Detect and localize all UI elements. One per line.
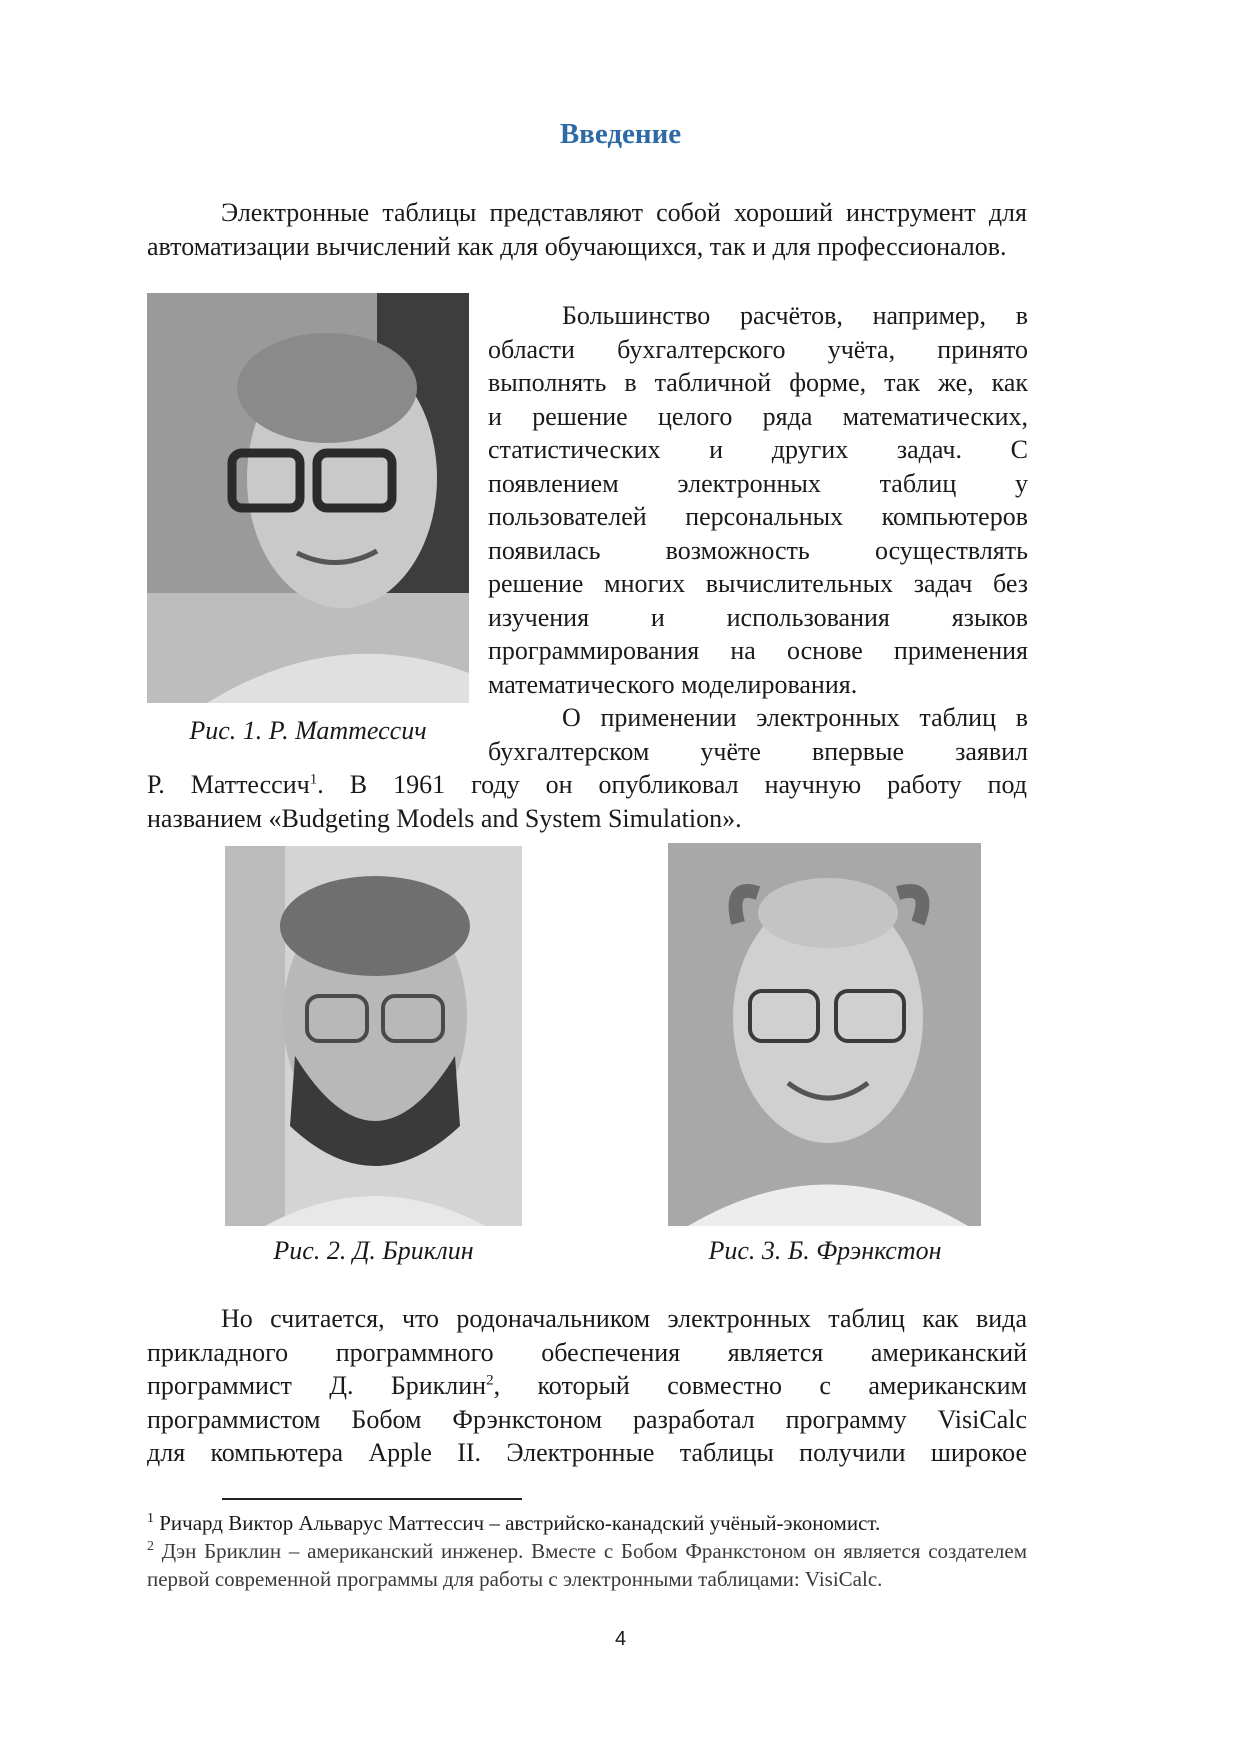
footnote-ref-1[interactable]: 1 xyxy=(309,771,318,788)
text-line xyxy=(147,768,1027,802)
portrait-bricklin-image xyxy=(225,846,522,1226)
text-line: появлением электронных таблиц у xyxy=(488,468,1028,498)
body-paragraph-4 xyxy=(147,1302,1027,1470)
figure-1-photo xyxy=(147,293,469,703)
text-line: Но считается, что родоначальником электронных таблиц как вида xyxy=(221,1304,1027,1333)
body-paragraph-3-tail xyxy=(147,768,1027,835)
footnote-text: Ричард Виктор Альварус Маттессич – австрийско-канадский учёный-экономист. xyxy=(159,1511,881,1535)
footnote-separator xyxy=(222,1498,522,1500)
figure-3-caption: Рис. 3. Б. Фрэнкстон xyxy=(708,1236,942,1265)
text-line: прикладного программного обеспечения является американский xyxy=(147,1337,1027,1367)
text-line: изучения и использования языков xyxy=(488,602,1028,632)
footnote-ref-2[interactable]: 2 xyxy=(486,1372,494,1389)
text-line: появилась возможность осуществлять xyxy=(488,535,1028,565)
text-fragment: программист Д. Бриклин xyxy=(147,1371,487,1400)
text-line: бухгалтерском учёте впервые заявил xyxy=(488,736,1028,766)
text-line: области бухгалтерского учёта, принято xyxy=(488,334,1028,364)
text-line xyxy=(147,1369,1027,1403)
portrait-frankston-image xyxy=(668,843,981,1226)
text-line: статистических и других задач. С xyxy=(488,435,1028,464)
footnote-number: 1 xyxy=(147,1511,154,1526)
author-name: Р. Маттессич xyxy=(147,770,310,799)
portrait-mattessich-image xyxy=(147,293,469,703)
footnote-number: 2 xyxy=(147,1539,154,1554)
page-number: 4 xyxy=(614,1628,627,1650)
figure-2-caption: Рис. 2. Д. Бриклин xyxy=(273,1236,474,1265)
footnote-text: Дэн Бриклин – американский инженер. Вместе с Бобом Франкстоном он является создателем первой современной программы для работы с электронными таблицами: VisiCalc. xyxy=(147,1539,1028,1591)
text-line: названием «Budgeting Models and System Simulation». xyxy=(147,803,742,833)
intro-paragraph xyxy=(147,196,1027,263)
text-line: решение многих вычислительных задач без xyxy=(488,569,1028,598)
footnote-2 xyxy=(147,1537,1027,1593)
page-title: Введение xyxy=(559,118,682,150)
text-line: Большинство расчётов, например, в xyxy=(562,301,1028,330)
text-fragment: . В 1961 году он опубликовал научную работу под xyxy=(317,770,1027,799)
text-line: и решение целого ряда математических, xyxy=(488,401,1028,431)
text-line: математического моделирования. xyxy=(488,669,858,699)
figure-1-caption: Рис. 1. Р. Маттессич xyxy=(189,716,427,745)
figure-3-photo xyxy=(668,843,981,1226)
body-paragraph-2 xyxy=(488,299,1028,768)
text-line: для компьютера Apple II. Электронные таблицы получили широкое xyxy=(147,1438,1027,1467)
text-fragment: , который совместно с американским xyxy=(493,1371,1028,1400)
text-line: выполнять в табличной форме, так же, как xyxy=(488,368,1028,397)
text-line: пользователей персональных компьютеров xyxy=(488,502,1028,531)
footnote-1 xyxy=(147,1509,1027,1537)
text-line: программирования на основе применения xyxy=(488,636,1028,665)
text-line: программистом Бобом Фрэнкстоном разработал программу VisiCalc xyxy=(147,1404,1027,1434)
intro-text: Электронные таблицы представляют собой хороший инструмент для автоматизации вычислений как для обучающихся, так и для профессионалов. xyxy=(147,198,1027,261)
footnotes xyxy=(147,1509,1027,1593)
figure-2-photo xyxy=(225,846,522,1226)
text-line: О применении электронных таблиц в xyxy=(562,703,1028,732)
